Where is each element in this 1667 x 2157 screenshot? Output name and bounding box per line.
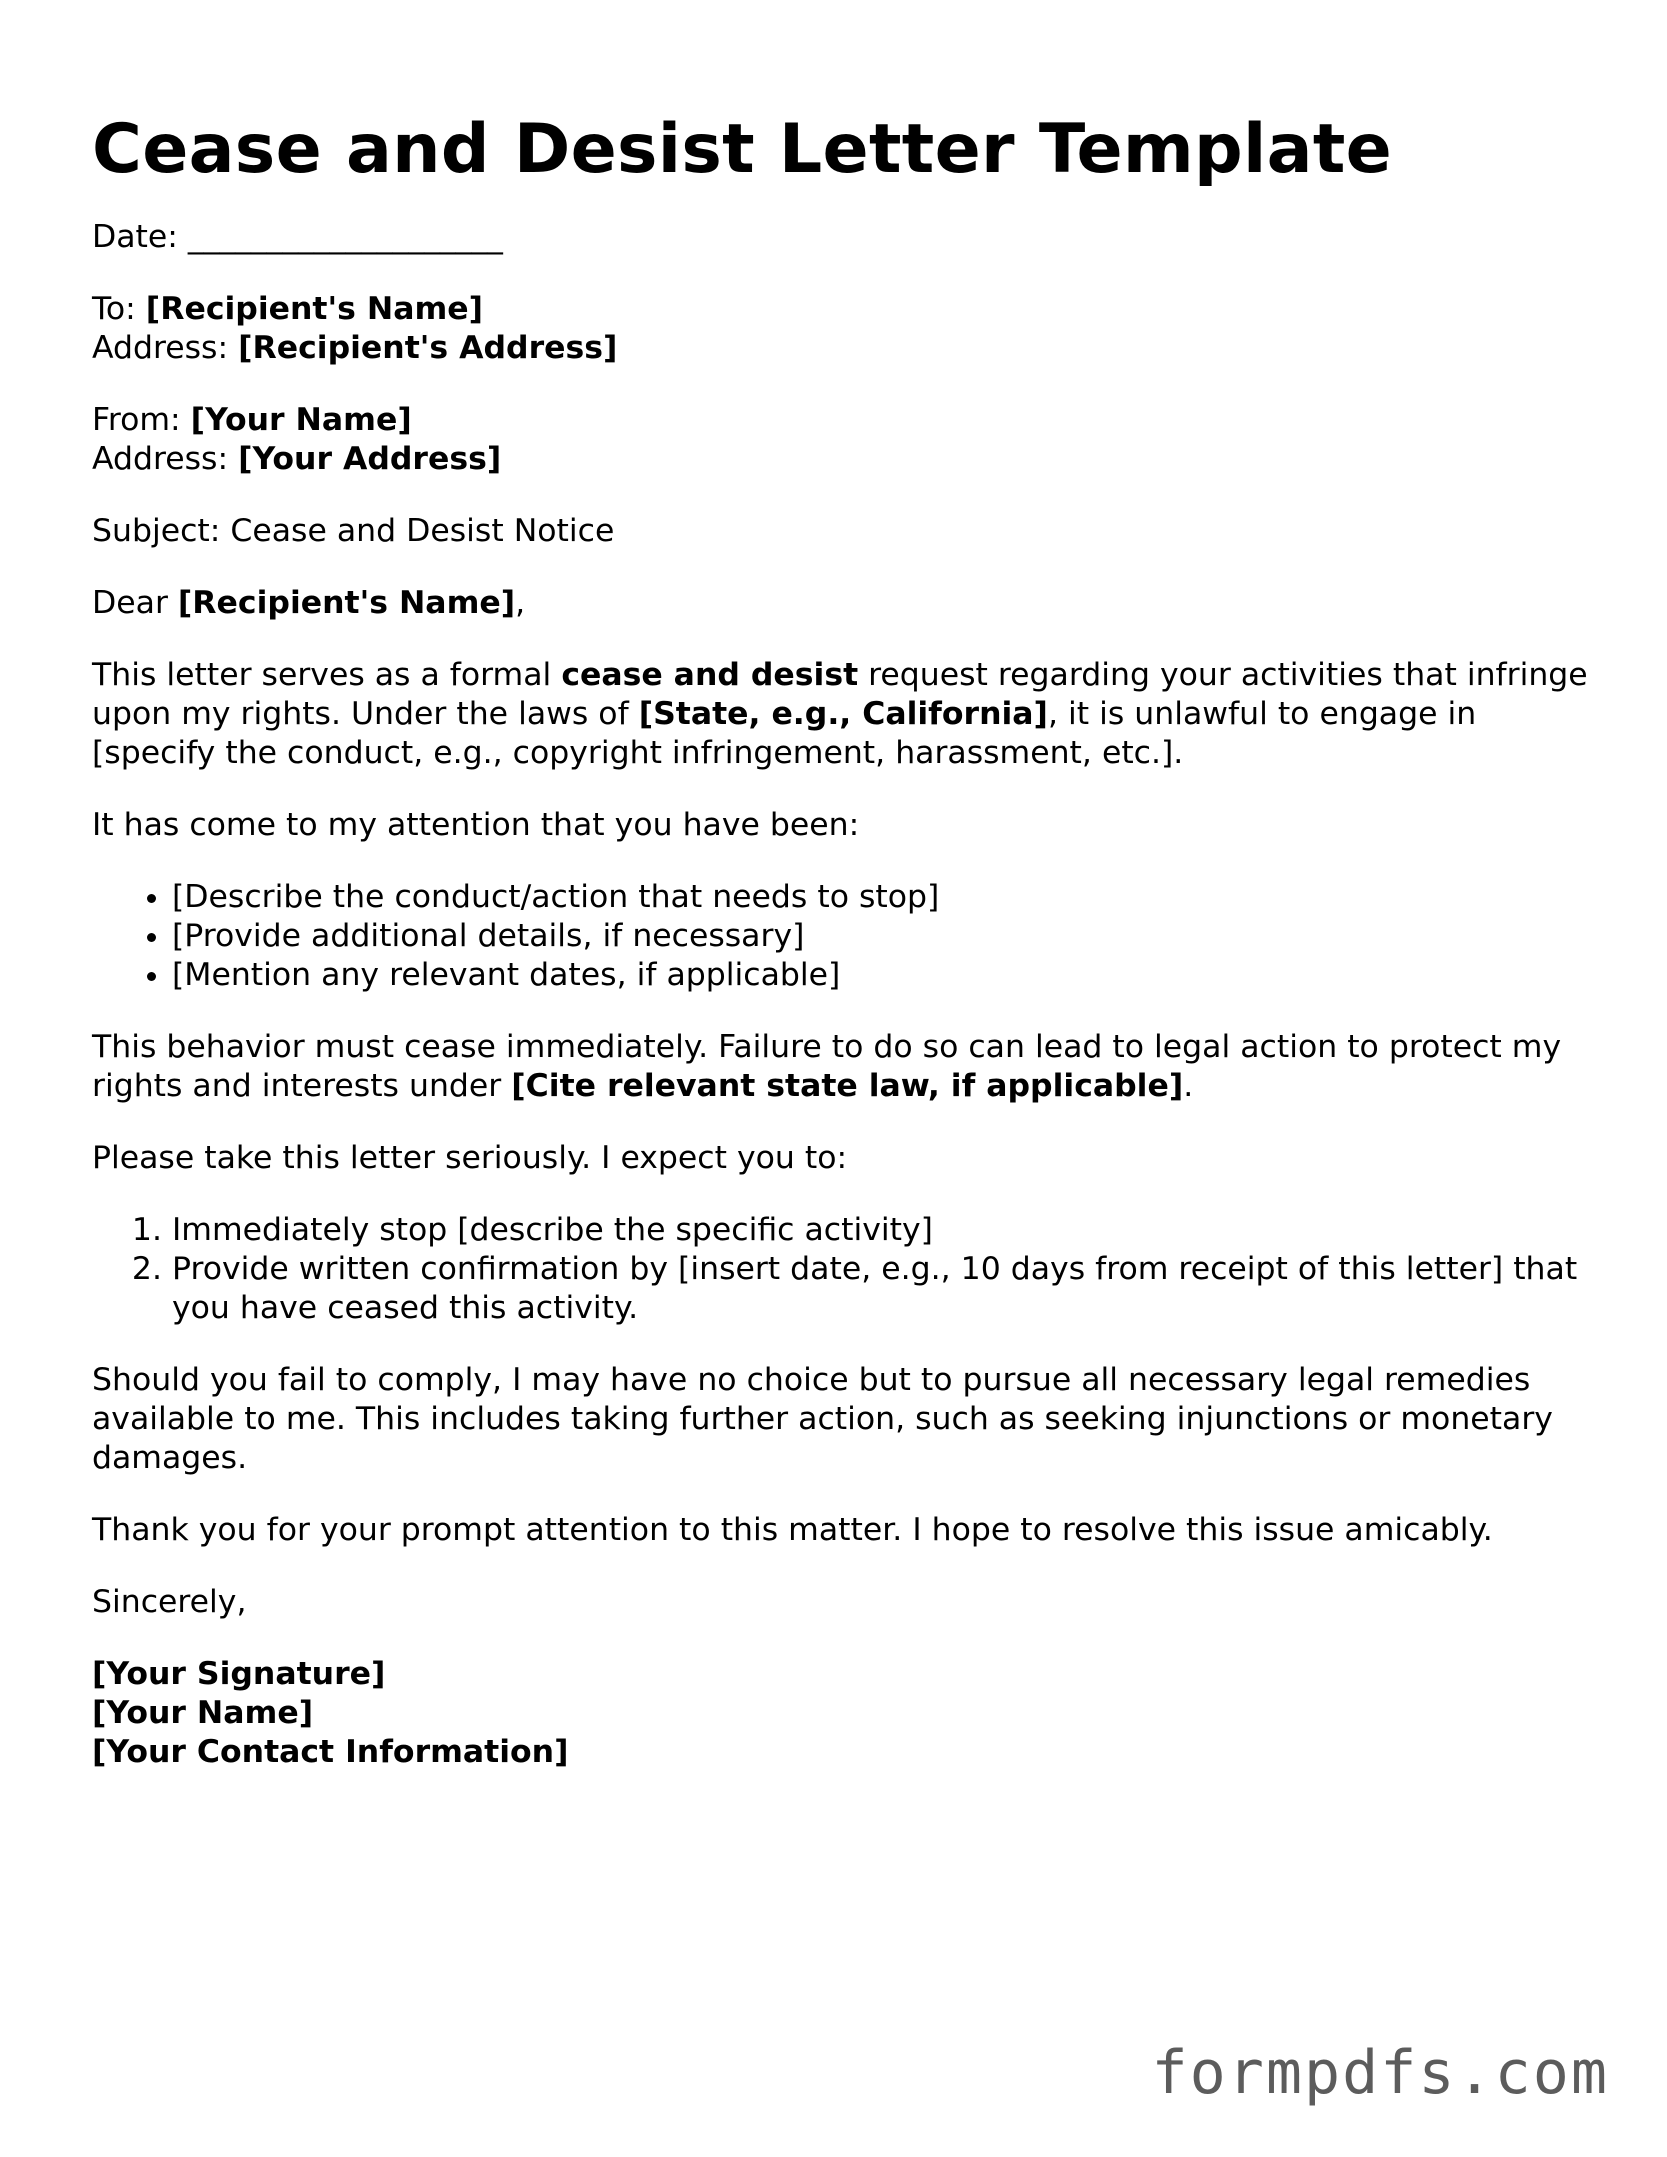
sender-block	[92, 401, 1592, 479]
thanks-paragraph: Thank you for your prompt attention to this matter. I hope to resolve this issue amicably.	[92, 1512, 1493, 1548]
list-item: • [Provide additional details, if necessary]	[172, 917, 1592, 956]
behavior-paragraph	[92, 1028, 1592, 1106]
closing: Sincerely,	[92, 1584, 247, 1620]
date-label: Date:	[92, 219, 178, 255]
to-address-line	[92, 329, 1592, 368]
recipient-address: [Recipient's Address]	[238, 330, 618, 366]
watermark: formpdfs.com	[1151, 2038, 1609, 2108]
list-item: • [Describe the conduct/action that needs to stop]	[172, 878, 1592, 917]
sender-name: [Your Name]	[190, 402, 412, 438]
to-line	[92, 290, 1592, 329]
salutation-name: [Recipient's Name]	[177, 585, 516, 621]
from-line	[92, 401, 1592, 440]
salutation	[92, 584, 1592, 623]
conduct-list	[92, 878, 1592, 995]
signature-placeholder: [Your Signature]	[92, 1656, 386, 1692]
intro-text-3: , it is unlawful to engage in [specify the conduct, e.g., copyright infringement, harassment, etc.].	[92, 696, 1477, 771]
intro-bold-2: [State, e.g., California]	[638, 696, 1048, 732]
recipient-block	[92, 290, 1592, 368]
remedies-paragraph: Should you fail to comply, I may have no choice but to pursue all necessary legal remedies available to me. This includes taking further action, such as seeking injunctions or monetary damages.	[92, 1362, 1553, 1476]
from-label: From:	[92, 402, 181, 438]
intro-paragraph	[92, 656, 1592, 773]
attention-paragraph: It has come to my attention that you have been:	[92, 807, 860, 843]
page-title: Cease and Desist Letter Template	[92, 110, 1393, 189]
behavior-text-1: This behavior must cease immediately. Failure to do so can lead to legal action to protect my rights and interests under	[92, 1029, 1562, 1104]
to-label: To:	[92, 291, 136, 327]
salutation-prefix: Dear	[92, 585, 168, 621]
list-item: 2. Provide written confirmation by [insert date, e.g., 10 days from receipt of this letter] that you have ceased this activity.	[172, 1250, 1592, 1328]
salutation-suffix: ,	[515, 585, 526, 621]
expect-paragraph: Please take this letter seriously. I expect you to:	[92, 1140, 848, 1176]
intro-text-2: request regarding your activities that infringe upon my rights. Under the laws of	[92, 657, 1588, 732]
from-address-line	[92, 440, 1592, 479]
signature-name: [Your Name]	[92, 1695, 314, 1731]
subject-line: Subject: Cease and Desist Notice	[92, 513, 615, 549]
intro-bold-1: cease and desist	[561, 657, 859, 693]
expectations-list	[92, 1211, 1592, 1328]
to-address-label: Address:	[92, 330, 229, 366]
date-blank: ____________________	[187, 219, 503, 255]
from-address-label: Address:	[92, 441, 229, 477]
signature-block	[92, 1655, 1592, 1772]
recipient-name: [Recipient's Name]	[145, 291, 484, 327]
intro-text-1: This letter serves as a formal	[92, 657, 562, 693]
signature-contact: [Your Contact Information]	[92, 1734, 569, 1770]
list-item: 1. Immediately stop [describe the specific activity]	[172, 1211, 1592, 1250]
sender-address: [Your Address]	[238, 441, 502, 477]
letter-page	[92, 110, 1592, 1805]
date-line	[92, 218, 1592, 257]
behavior-bold: [Cite relevant state law, if applicable]	[511, 1068, 1184, 1104]
list-item: • [Mention any relevant dates, if applicable]	[172, 956, 1592, 995]
behavior-text-2: .	[1183, 1068, 1194, 1104]
